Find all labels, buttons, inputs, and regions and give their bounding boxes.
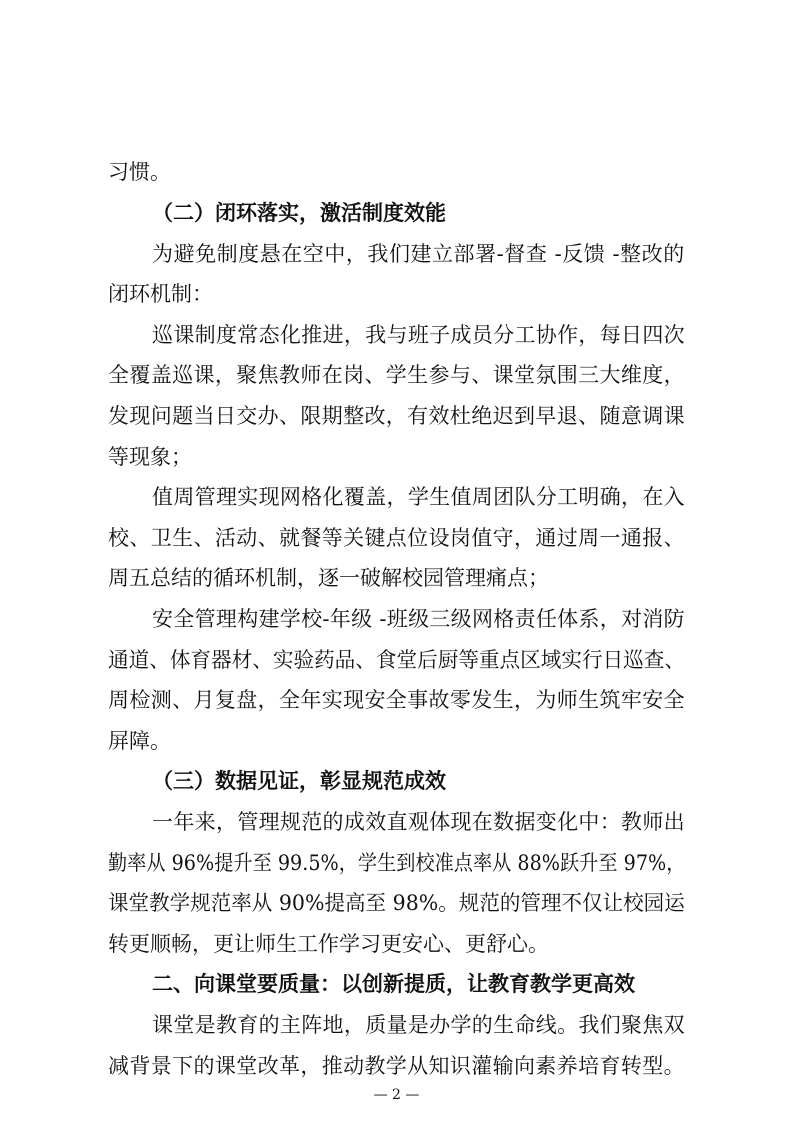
text-line: 通道、体育器材、实验药品、食堂后厨等重点区域实行日巡查、 [108,648,686,672]
chapter-heading: 二、向课堂要质量：以创新提质，让教育教学更高效 [152,971,635,996]
text-line: 转更顺畅，更让师生工作学习更安心、更舒心。 [108,932,549,956]
text-line: 习惯。 [108,160,171,184]
text-line: 巡课制度常态化推进，我与班子成员分工协作，每日四次 [152,323,685,347]
text-line: 课堂是教育的主阵地，质量是办学的生命线。我们聚焦双 [152,1013,685,1037]
text-line: 发现问题当日交办、限期整改，有效杜绝迟到早退、随意调课 [108,404,685,428]
text-line: 周检测、月复盘，全年实现安全事故零发生，为师生筑牢安全 [108,688,685,712]
text-line: 安全管理构建学校-年级 -班级三级网格责任体系，对消防 [152,607,685,631]
text-line: 周五总结的循环机制，逐一破解校园管理痛点； [108,566,549,590]
section-heading: （二）闭环落实，激活制度效能 [152,200,446,225]
text-line: 课堂教学规范率从 90%提高至 98%。规范的管理不仅让校园运 [108,891,685,915]
page-number: — 2 — [373,1087,420,1103]
text-line: 等现象； [108,445,192,469]
text-line: 全覆盖巡课，聚焦教师在岗、学生参与、课堂氛围三大维度， [108,363,685,387]
section-heading: （三）数据见证，彰显规范成效 [152,768,446,793]
text-line: 屏障。 [108,729,171,753]
text-line: 为避免制度悬在空中，我们建立部署-督查 -反馈 -整改的 [152,242,685,266]
text-line: 减背景下的课堂改革，推动教学从知识灌输向素养培育转型。 [108,1054,685,1078]
text-line: 值周管理实现网格化覆盖，学生值周团队分工明确，在入 [152,485,685,509]
text-line: 校、卫生、活动、就餐等关键点位设岗值守，通过周一通报、 [108,526,685,550]
text-line: 一年来，管理规范的成效直观体现在数据变化中：教师出 [152,810,685,834]
text-line: 勤率从 96%提升至 99.5%，学生到校准点率从 88%跃升至 97%， [108,851,686,875]
text-line: 闭环机制： [108,282,213,306]
